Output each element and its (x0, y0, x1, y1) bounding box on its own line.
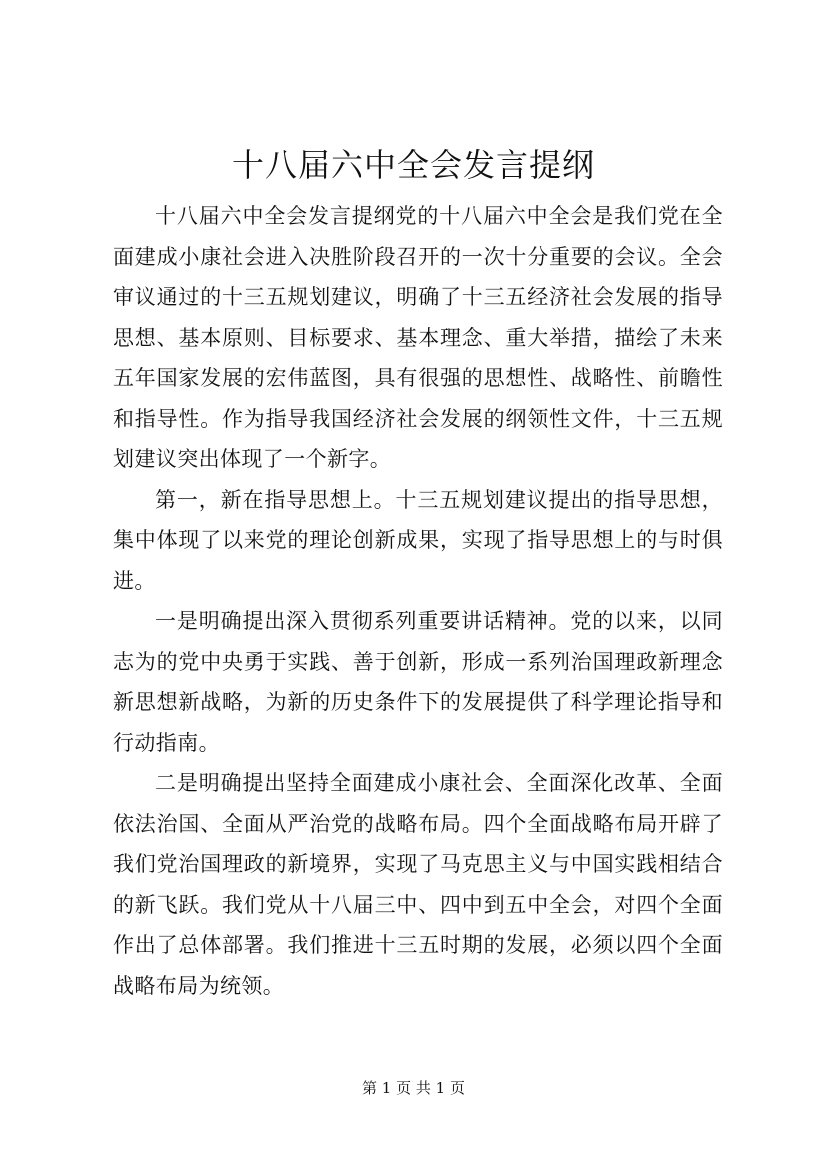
paragraph-point-two: 二是明确提出坚持全面建成小康社会、全面深化改革、全面依法治国、全面从严治党的战略布局。四个全面战略布局开辟了我们党治国理政的新境界，实现了马克思主义与中国实践相结合的新飞跃。我们党从十八届三中、四中到五中全会，对四个全面作出了总体部署。我们推进十三五时期的发展，必须以四个全面战略布局为统领。 (113, 771, 723, 998)
paragraph-intro: 十八届六中全会发言提纲党的十八届六中全会是我们党在全面建成小康社会进入决胜阶段召开的一次十分重要的会议。全会审议通过的十三五规划建议，明确了十三五经济社会发展的指导思想、基本原则、目标要求、基本理念、重大举措，描绘了未来五年国家发展的宏伟蓝图，具有很强的思想性、战略性、前瞻性和指导性。作为指导我国经济社会发展的纲领性文件，十三五规划建议突出体现了一个新字。 (113, 204, 723, 471)
document-body (113, 196, 723, 1006)
page-footer: 第 1 页 共 1 页 (362, 1079, 465, 1097)
paragraph-first: 第一，新在指导思想上。十三五规划建议提出的指导思想，集中体现了以来党的理论创新成果，实现了指导思想上的与时俱进。 (113, 487, 723, 593)
paragraph-point-one: 一是明确提出深入贯彻系列重要讲话精神。党的以来，以同志为的党中央勇于实践、善于创新，形成一系列治国理政新理念新思想新战略，为新的历史条件下的发展提供了科学理论指导和行动指南。 (113, 609, 723, 755)
document-title: 十八届六中全会发言提纲 (231, 146, 595, 184)
